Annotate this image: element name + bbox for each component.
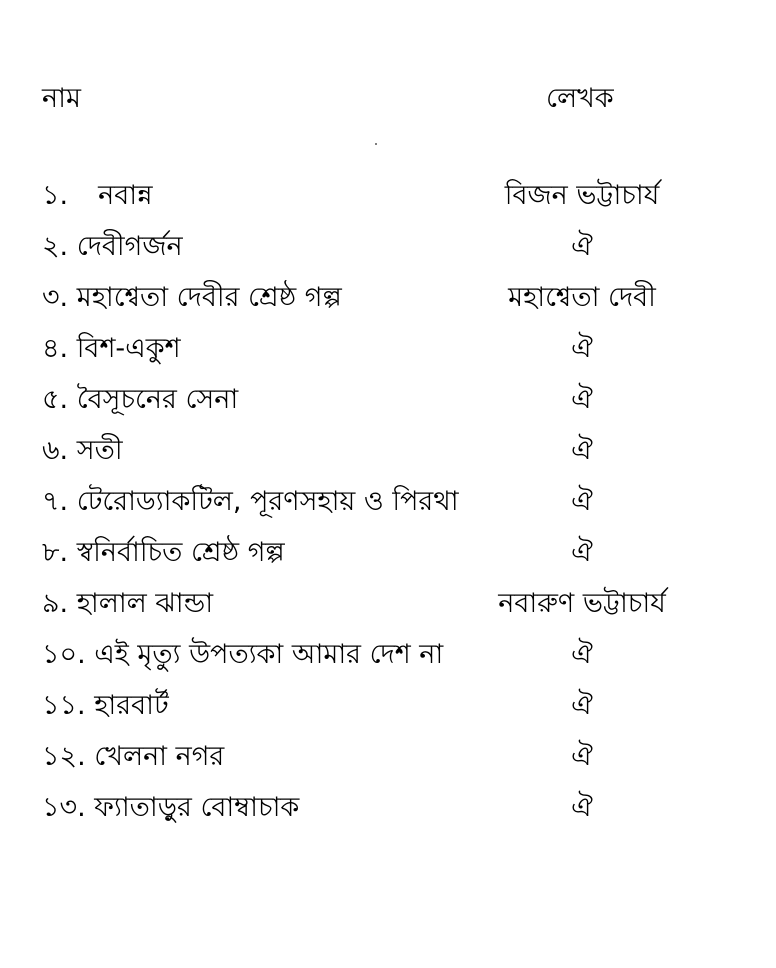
list-item (0, 431, 776, 482)
list-item (0, 533, 776, 584)
book-title: বিশ-একুশ (76, 333, 181, 364)
author-column-heading: লেখক (546, 83, 614, 114)
book-title: দেবীগর্জন (76, 231, 183, 262)
item-number: ১. (42, 180, 69, 211)
book-author: ঐ (571, 741, 593, 772)
book-author: ঐ (571, 537, 593, 568)
table-header (0, 78, 776, 118)
book-author: ঐ (571, 486, 593, 517)
book-title: মহাশ্বেতা দেবীর শ্রেষ্ঠ গল্প (76, 282, 342, 313)
list-item (0, 686, 776, 737)
name-column-heading: নাম (42, 83, 81, 114)
book-title: স্বনির্বাচিত শ্রেষ্ঠ গল্প (76, 537, 285, 568)
list-item (0, 788, 776, 839)
book-title-cell (42, 533, 482, 573)
book-title-cell (42, 176, 482, 216)
book-author: ঐ (571, 435, 593, 466)
item-number: ৬. (42, 435, 69, 466)
book-title-cell (42, 380, 482, 420)
list-item (0, 278, 776, 329)
book-title: এই মৃত্যু উপত্যকা আমার দেশ না (94, 639, 444, 670)
list-item (0, 380, 776, 431)
book-title-cell (42, 788, 482, 828)
stray-dot-mark (375, 143, 377, 145)
list-item (0, 635, 776, 686)
book-title-cell (42, 635, 482, 675)
list-item (0, 482, 776, 533)
list-item (0, 584, 776, 635)
book-title: টেরোড্যাকটিল, পূরণসহায় ও পিরথা (76, 486, 459, 517)
book-author: ঐ (571, 333, 593, 364)
book-title-cell (42, 737, 482, 777)
book-author: ঐ (571, 690, 593, 721)
book-author: ঐ (571, 639, 593, 670)
book-author: বিজন ভট্টাচার্য (504, 180, 660, 211)
item-number: ৯. (42, 588, 69, 619)
list-item (0, 227, 776, 278)
book-title: ফ্যাতাড়ুর বোম্বাচাক (94, 792, 300, 823)
item-number: ৮. (42, 537, 69, 568)
book-title: সতী (76, 435, 123, 466)
book-author: মহাশ্বেতা দেবী (508, 282, 656, 313)
item-number: ১১. (42, 690, 86, 721)
book-title: হারবার্ট (94, 690, 169, 721)
item-number: ৪. (42, 333, 69, 364)
list-item (0, 737, 776, 788)
item-number: ১০. (42, 639, 86, 670)
book-title: হালাল ঝান্ডা (76, 588, 214, 619)
item-number: ৭. (42, 486, 69, 517)
book-author: ঐ (571, 792, 593, 823)
book-title-cell (42, 227, 482, 267)
item-number: ২. (42, 231, 69, 262)
book-title-cell (42, 431, 482, 471)
book-title-cell (42, 278, 482, 318)
book-author: ঐ (571, 231, 593, 262)
book-title: বৈসূচনের সেনা (76, 384, 239, 415)
book-title-cell (42, 686, 482, 726)
list-item (0, 329, 776, 380)
item-number: ১২. (42, 741, 86, 772)
book-title-cell (42, 329, 482, 369)
item-number: ৫. (42, 384, 69, 415)
book-list (0, 176, 776, 839)
item-number: ১৩. (42, 792, 86, 823)
book-title-cell (42, 482, 482, 522)
book-title: খেলনা নগর (94, 741, 225, 772)
item-number: ৩. (42, 282, 69, 313)
list-item (0, 176, 776, 227)
book-title: নবান্ন (98, 180, 153, 211)
book-title-cell (42, 584, 482, 624)
book-author: ঐ (571, 384, 593, 415)
book-author: নবারুণ ভট্টাচার্য (498, 588, 666, 619)
